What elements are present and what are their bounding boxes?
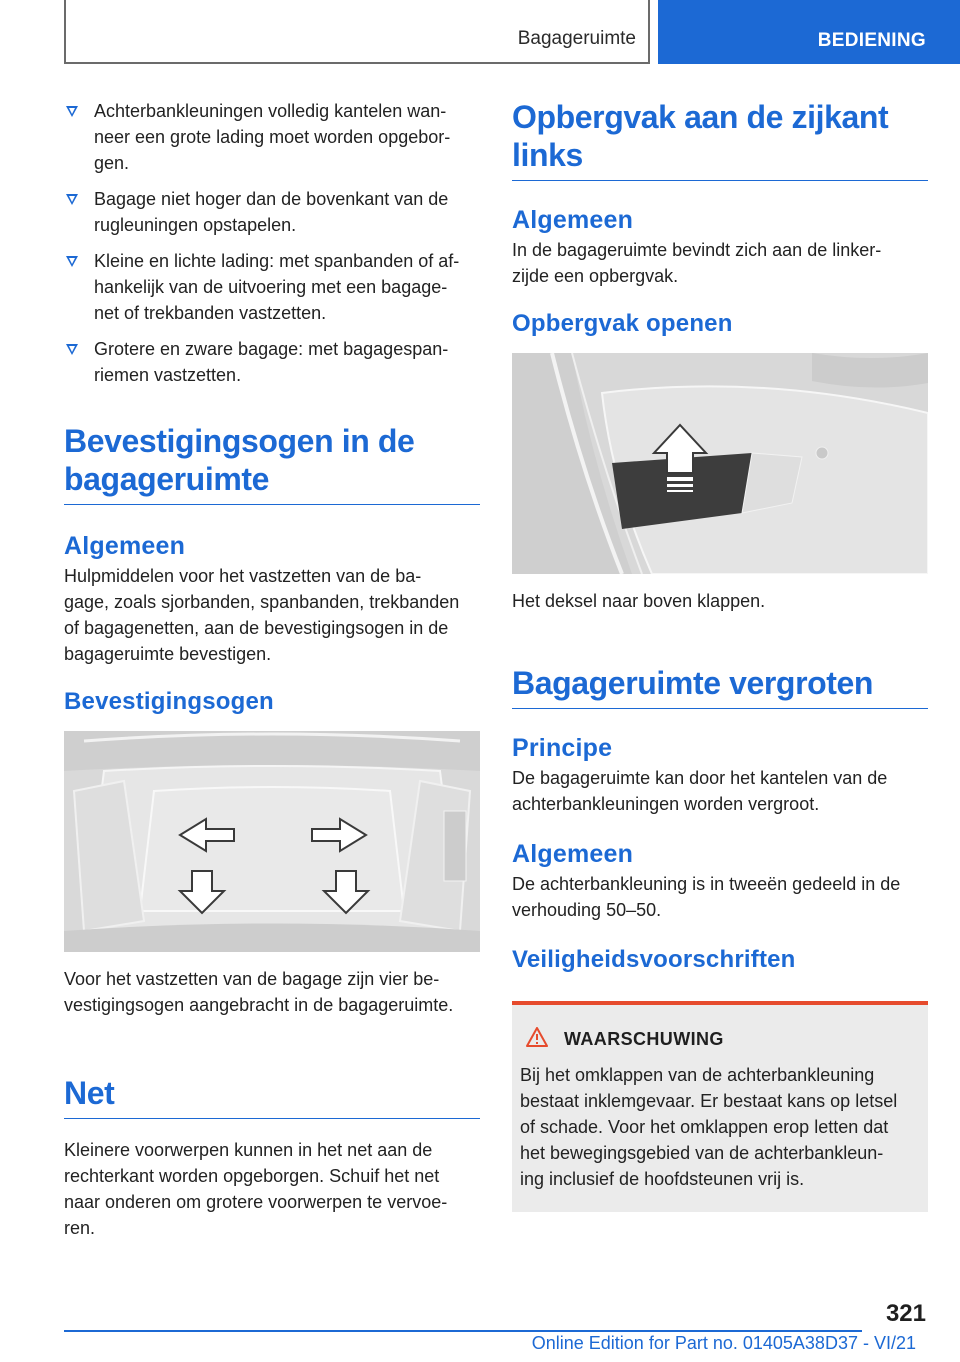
header-chapter-tab[interactable] [658, 0, 960, 64]
bullet-triangle-icon [66, 194, 78, 205]
subsection-title-algemeen: Algemeen [512, 206, 634, 234]
right-column [512, 98, 928, 1212]
section-title-net: Net [64, 1074, 480, 1119]
section-title-opbergvak: Opbergvak aan de zijkant links [512, 98, 928, 181]
warning-triangle-icon [526, 1027, 548, 1052]
list-item-text: Kleine en lichte lading: met spanbanden of af- hankelijk van de uitvoering met een bagage- net of trekbanden vastzetten. [94, 251, 460, 323]
list-item-text: Bagage niet hoger dan de bovenkant van de rugleuningen opstapelen. [94, 189, 449, 235]
subsection-title-opbergvak-openen: Opbergvak openen [512, 310, 733, 337]
photo-caption-bevestigingsogen: Voor het vastzetten van de bagage zijn vier be- vestigingsogen aangebracht in de bagageruimte. [64, 969, 454, 1015]
header-section-box [64, 0, 650, 64]
compartment-illustration [512, 353, 928, 574]
warning-text: Bij het omklappen van de achterbankleuning bestaat inklemgevaar. Er bestaat kans op letsel of schade. Voor het omklappen erop letten dat het bewegingsgebied van de achterbankleun- ing inclusief de hoofdsteunen vrij is. [520, 1065, 898, 1189]
left-column [64, 98, 480, 1241]
list-item [64, 186, 480, 238]
header-chapter-label: BEDIENING [817, 30, 926, 51]
warning-header [520, 1027, 918, 1052]
paragraph-net: Kleinere voorwerpen kunnen in het net aan de rechterkant worden opgeborgen. Schuif het net naar onderen om grotere voorwerpen te vervoe- ren. [64, 1140, 448, 1238]
footer-edition: Online Edition for Part no. 01405A38D37 - VI/21 [531, 1333, 916, 1353]
bullet-list [64, 98, 480, 388]
subsection-title-veiligheid: Veiligheidsvoorschriften [512, 946, 796, 973]
list-item-text: Grotere en zware bagage: met bagagespan- riemen vastzetten. [94, 339, 449, 385]
warning-box [512, 1001, 928, 1212]
page-number: 321 [885, 1300, 926, 1327]
bullet-triangle-icon [66, 106, 78, 117]
subsection-title-principe: Principe [512, 734, 613, 762]
footer-divider [64, 1330, 862, 1332]
list-item [64, 98, 480, 176]
subsection-title-bevestigingsogen: Bevestigingsogen [64, 688, 274, 715]
bullet-triangle-icon [66, 256, 78, 267]
paragraph-principe: De bagageruimte kan door het kantelen van de achterbankleuningen worden vergroot. [512, 768, 888, 814]
paragraph-algemeen-2: De achterbankleuning is in tweeën gedeeld in de verhouding 50–50. [512, 874, 901, 920]
subsection-title-algemeen-2: Algemeen [512, 840, 634, 868]
bullet-triangle-icon [66, 344, 78, 355]
warning-label: WAARSCHUWING [564, 1029, 724, 1049]
trunk-illustration [64, 731, 480, 952]
trunk-tie-down-photo [64, 731, 480, 952]
list-item-text: Achterbankleuningen volledig kantelen wan- neer een grote lading moet worden opgebor- gen. [94, 101, 451, 173]
side-compartment-photo [512, 353, 928, 574]
paragraph-opbergvak-algemeen: In de bagageruimte bevindt zich aan de linker- zijde een opbergvak. [512, 240, 882, 286]
list-item [64, 248, 480, 326]
section-title-bevestigingsogen: Bevestigingsogen in de bagageruimte [64, 422, 480, 505]
section-title-vergroten: Bagageruimte vergroten [512, 664, 928, 709]
subsection-title-algemeen: Algemeen [64, 532, 186, 560]
header-section-title: Bagageruimte [517, 28, 636, 49]
paragraph-algemeen: Hulpmiddelen voor het vastzetten van de ba- gage, zoals sjorbanden, spanbanden, trekbanden of bagagenetten, aan de bevestigingsogen in de bagageruimte bevestigen. [64, 566, 460, 664]
list-item [64, 336, 480, 388]
photo-caption-opbergvak: Het deksel naar boven klappen. [512, 591, 766, 611]
